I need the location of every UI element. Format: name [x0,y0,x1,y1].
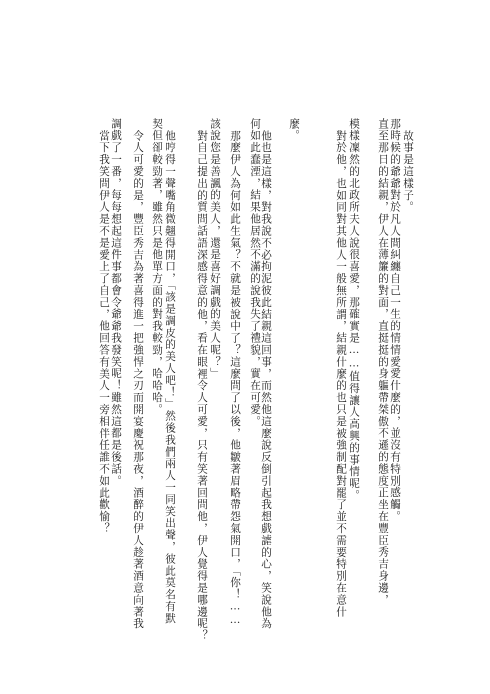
text-column-6: 麼。 [288,118,300,142]
text-column-2: 那時候的爺爺對於凡人間糾纏自己一生的情情愛愛什麼的，並沒有特別感觸。 [389,118,401,523]
text-column-12: 他哼得一聲嘴角微翹得開口，「該是調皮的美人吧！」然後我們兩人一同笑出聲，彼此莫名有默 [164,130,176,625]
text-column-1: 故事是這樣子。 [402,130,414,214]
text-column-4: 模樣凜然的北政所夫人說很喜愛，那確實是……值得讓人高興的事情呢。 [348,118,360,502]
text-column-3: 直至那日的結親，伊人在薄簾的對面，直挺挺的身軀帶桀傲不遜的態度正坐在豐臣秀吉身邊， [377,118,389,606]
text-column-13: 契但卻較勁著，雖然只是他單方面的對我較勁，哈哈哈。 [151,118,163,416]
text-column-15: 調戲了一番，每每想起這件事都會令爺爺我發笑呢！雖然這都是後話。 [110,118,122,487]
text-column-9: 那麼伊人為何如此生氣？不就是被說中了？這麼問了以後，他皺著眉略帶怨氣開口，「你！…… [229,130,241,628]
text-column-8: 何如此蠢湮，結果他居然不滿的說我失了禮貌，實在可愛。 [249,118,261,428]
text-column-5: 對於他，也如同對其他人一般無所謂，結親什麼的也只是被強制配對罷了並不需要特別在意什 [335,130,347,618]
text-column-16: 當下我笑問伊人是不是愛上了自己，他回答有美人一旁相伴任誰不如此歡愉？ [98,130,110,535]
text-column-11: 對自己提出的質問話語深感得意的他，看在眼裡令人可愛，只有笑著回問他，伊人覺得是哪邊呢？ [196,130,208,642]
text-column-7: 他也是這樣，對我說不必拘泥彼此結親這回事，而然他這麼說反倒引起我想戲謔的心，笑說他為 [260,130,272,630]
text-column-14: 令人可愛的是，豐臣秀吉為著喜得進一把強悍之刃而開宴慶祝那夜，酒醉的伊人趁著酒意向著我 [132,130,144,630]
text-column-10: 該說您是善諷的美人，還是喜好調戲的美人呢？」 [209,118,221,380]
